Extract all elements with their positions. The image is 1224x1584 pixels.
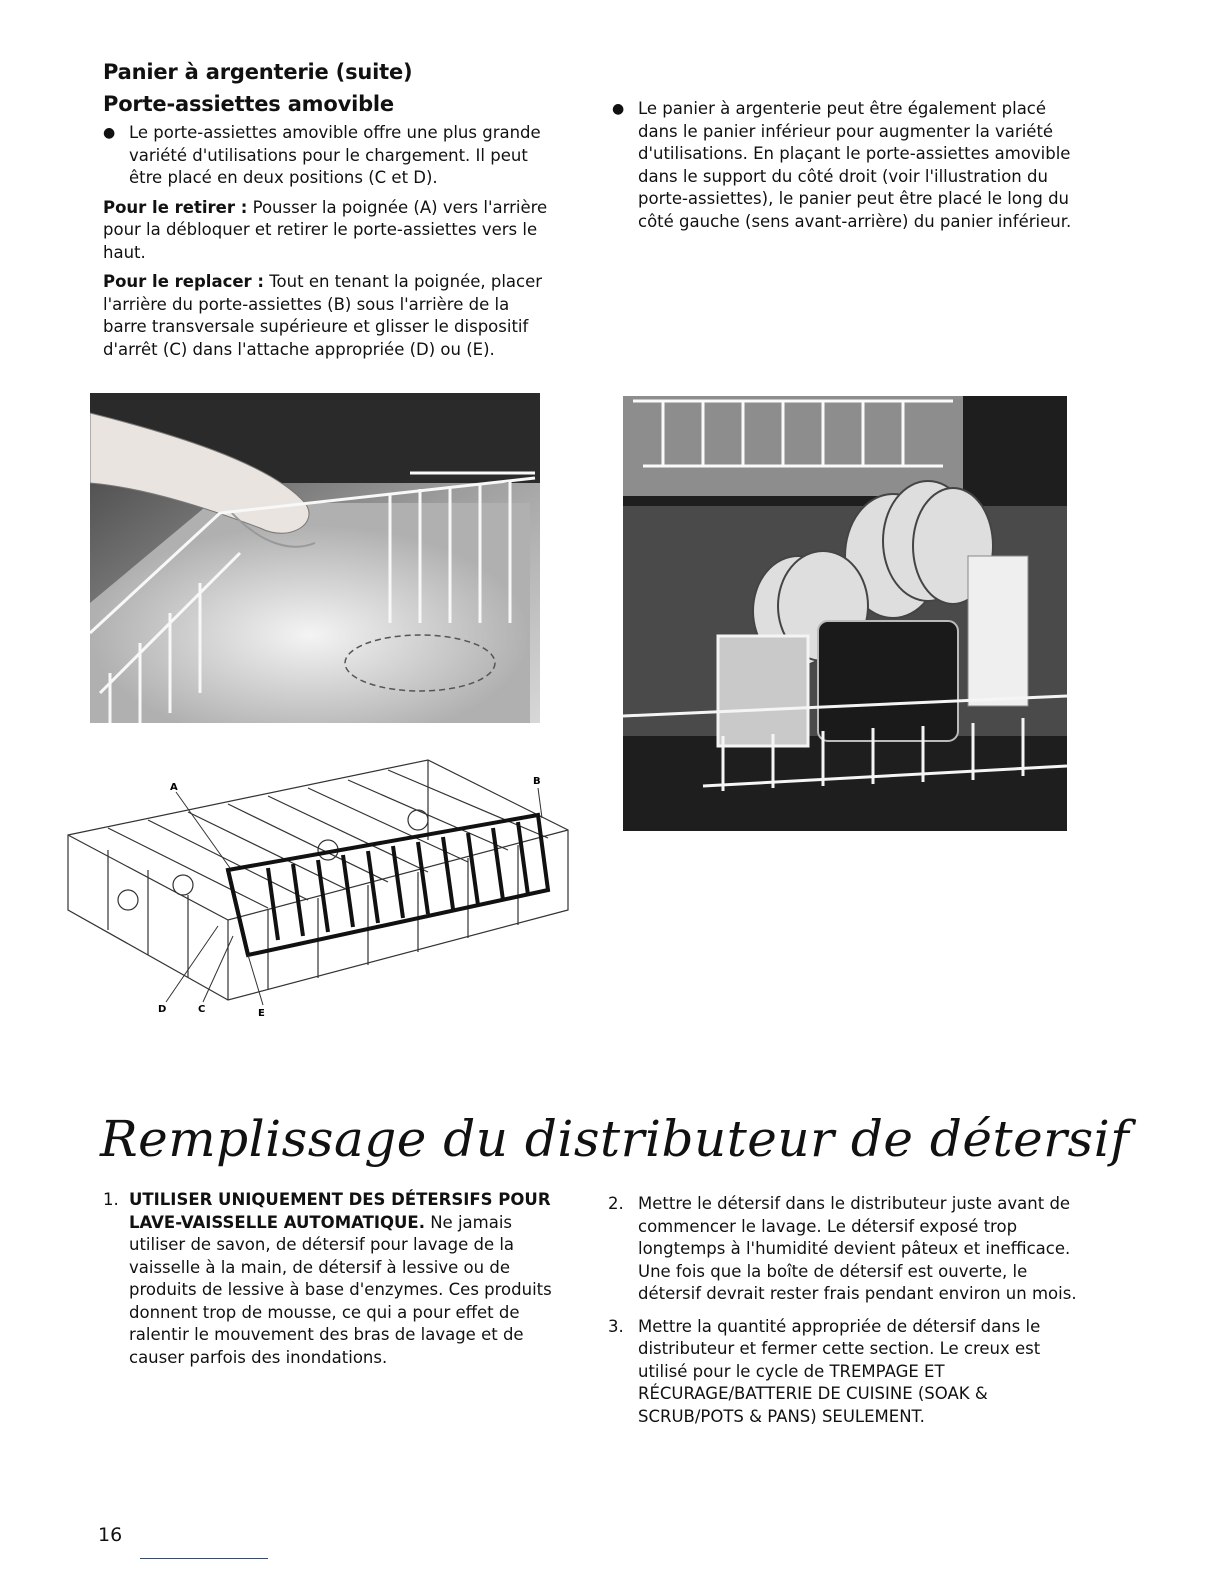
label-c: C — [198, 1004, 206, 1015]
label-d: D — [158, 1004, 167, 1015]
bullet-item — [103, 122, 558, 190]
remove-instruction — [103, 197, 558, 265]
item-bold-text: UTILISER UNIQUEMENT DES DÉTERSIFS POUR LAVE-VAISSELLE AUTOMATIQUE. — [129, 1190, 551, 1232]
rack-diagram-drawing — [48, 740, 588, 1030]
label-a: A — [170, 782, 178, 793]
replace-instruction — [103, 271, 558, 361]
item-number: 2. — [608, 1194, 624, 1213]
page-number: 16 — [98, 1524, 123, 1546]
numbered-item — [608, 1193, 1082, 1306]
replace-text: Tout en tenant la poignée, placer l'arrière du porte-assiettes (B) sous l'arrière de la barre transversale supérieure et glisser le dispositif d'arrêt (C) dans l'attache appropriée (D) ou (E). — [103, 272, 543, 359]
item-text: Mettre la quantité appropriée de détersif dans le distributeur et fermer cette section. Le creux est utilisé pour le cycle de TREMPAGE ET RÉCURAGE/BATTERIE DE CUISINE (SOAK & SCRUB/POTS & PANS) SEULEMENT. — [638, 1316, 1041, 1426]
footer-rule — [140, 1558, 268, 1559]
bullet-text: Le porte-assiettes amovible offre une plus grande variété d'utilisations pour le chargement. Il peut être placé en deux positions (C et D). — [129, 123, 541, 187]
left-column-text — [103, 122, 558, 361]
section-subtitle: Porte-assiettes amovible — [103, 92, 394, 116]
label-e: E — [258, 1008, 265, 1019]
right-column-text — [612, 98, 1082, 233]
item-number: 3. — [608, 1316, 624, 1336]
bullet-text: Le panier à argenterie peut être également placé dans le panier inférieur pour augmenter la variété d'utilisations. En plaçant le porte-assiettes amovible dans le support du côté droit (voir l'illustration du porte-assiettes), le panier peut être placé le long du côté gauche (sens avant-arrière) du panier inférieur. — [638, 99, 1072, 231]
section-title: Panier à argenterie (suite) — [103, 60, 413, 84]
photo-loaded-rack — [623, 396, 1067, 831]
item-text: Ne jamais utiliser de savon, de détersif pour lavage de la vaisselle à la main, de détersif à lessive ou de produits de lessive à base d'enzymes. Ces produits donnent trop de mousse, ce qui a pour effet de ralentir le mouvement des bras de lavage et de causer parfois des inondations. — [129, 1212, 552, 1367]
bullet-dot: ● — [103, 125, 116, 141]
remove-text: Pousser la poignée (A) vers l'arrière pour la débloquer et retirer le porte-assiettes vers le haut. — [103, 197, 548, 262]
detergent-title: Remplissage du distributeur de détersif — [100, 1110, 1130, 1168]
bullet-item — [612, 98, 1082, 233]
rack-diagram — [48, 740, 588, 1030]
photo-removing-rack — [90, 393, 540, 723]
item-text: Mettre le détersif dans le distributeur juste avant de commencer le lavage. Le détersif exposé trop longtemps à l'humidité devient pâteux et inefficace. Une fois que la boîte de détersif est ouverte, le détersif devrait rester frais pendant environ un mois. — [638, 1194, 1077, 1303]
photo-loaded-rack-drawing — [623, 396, 1067, 831]
label-b: B — [533, 776, 541, 787]
numbered-item — [608, 1316, 1082, 1429]
detergent-item-1 — [103, 1189, 558, 1369]
remove-label: Pour le retirer : — [103, 197, 248, 217]
photo-removing-rack-drawing — [90, 393, 540, 723]
numbered-item — [103, 1189, 558, 1369]
replace-label: Pour le replacer : — [103, 272, 265, 291]
bullet-dot: ● — [612, 101, 625, 117]
item-number: 1. — [103, 1190, 119, 1209]
detergent-items-right — [608, 1193, 1082, 1428]
